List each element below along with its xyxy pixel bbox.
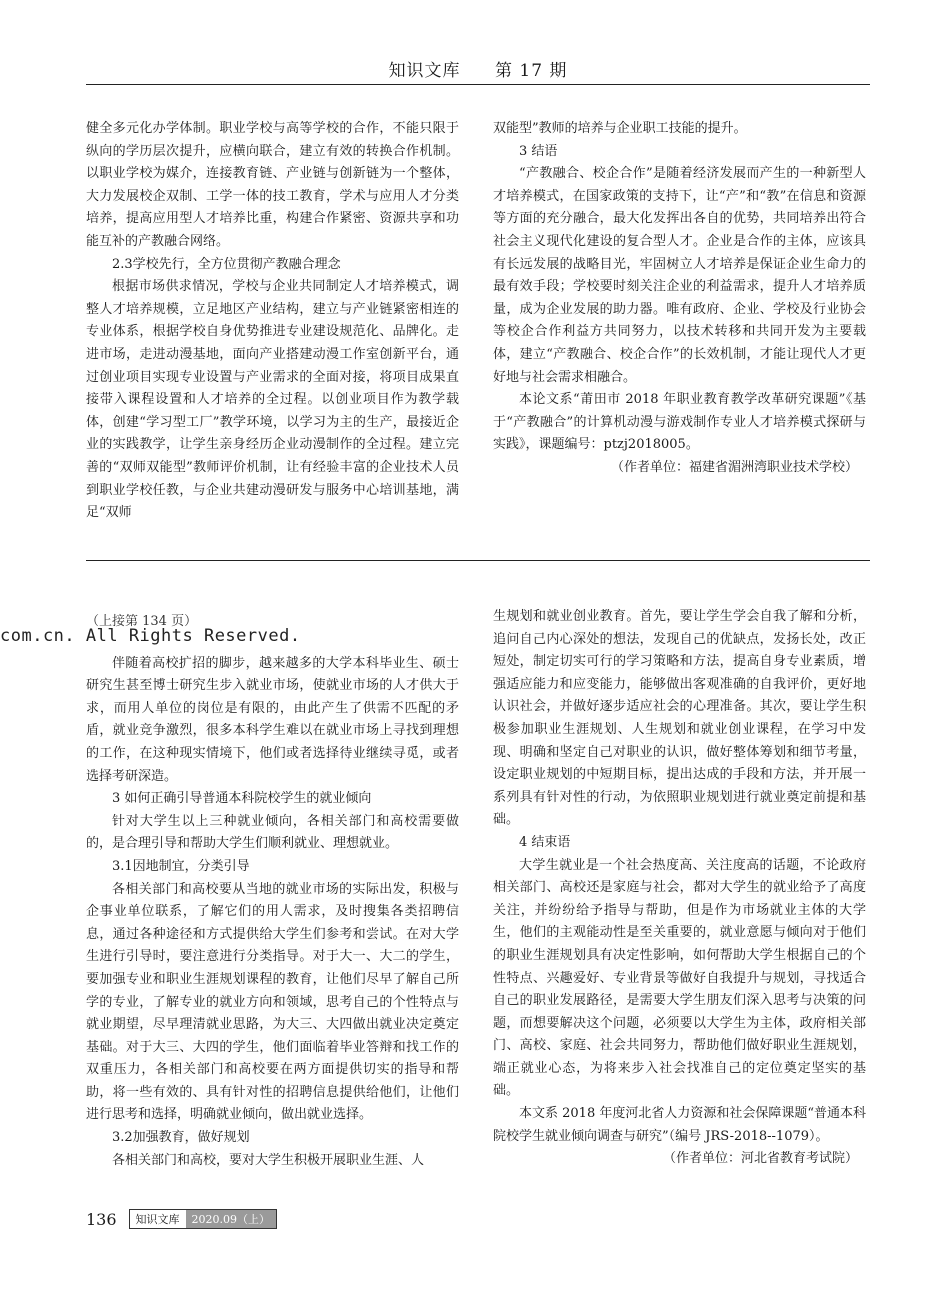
bottom-right-column (493, 606, 866, 1171)
paragraph: 伴随着高校扩招的脚步，越来越多的大学本科毕业生、硕士研究生甚至博士研究生步入就业市场，使就业市场的人才供大于求，而用人单位的岗位是有限的，由此产生了供需不匹配的矛盾，就业竞争激烈，很多本科学生难以在就业市场上寻找到理想的工作，在这种现实情境下，他们或者选择待业继续寻觅，或者选择考研深造。 (86, 655, 459, 784)
paragraph: 大学生就业是一个社会热度高、关注度高的话题，不论政府相关部门、高校还是家庭与社会，都对大学生的就业给予了高度关注，并纷纷给予指导与帮助，但是作为市场就业主体的大学生，他们的主观能动性是至关重要的，就业意愿与倾向对于他们的职业生涯规划具有决定性影响，如何帮助大学生根据自己的个性特点、兴趣爱好、专业背景等做好自我提升与规划，寻找适合自己的职业发展路径，是需要大学生朋友们深入思考与决策的问题，而想要解决这个问题，必须要以大学生为主体，政府相关部门、高校、家庭、社会共同努力，帮助他们做好职业生涯规划，端正就业心态，为将来步入社会找准自己的定位奠定坚实的基础。 (493, 857, 866, 1099)
author-affiliation: （作者单位：河北省教育考试院） (662, 1151, 858, 1167)
section-heading: 3 如何正确引导普通本科院校学生的就业倾向 (112, 791, 372, 807)
paragraph: 各相关部门和高校，要对大学生积极开展职业生涯、人 (112, 1152, 425, 1168)
page-number: 136 (86, 1209, 117, 1229)
section-heading: 2.3学校先行，全方位贯彻产教融合理念 (112, 256, 341, 272)
paragraph: 根据市场供求情况，学校与企业共同制定人才培养模式，调整人才培养规模，立足地区产业结构，建立与产业链紧密相连的专业体系，根据学校自身优势推进专业建设规范化、品牌化。走进市场，走进动漫基地，面向产业搭建动漫工作室创新平台，通过创业项目实现专业设置与产业需求的全面对接，将项目成果直接带入课程设置和人才培养的全过程。以创业项目作为教学载体，创建“学习型工厂”教学环境，以学习为主的生产，最接近企业的实践教学，让学生亲身经历企业动漫制作的全过程。建立完善的“双师双能型”教师评价机制，让有经验丰富的企业技术人员到职业学校任教，与企业共建动漫研发与服务中心培训基地，满足“双师 (86, 279, 459, 521)
article-divider (86, 560, 870, 561)
author-affiliation: （作者单位：福建省湄洲湾职业技术学校） (610, 459, 858, 475)
section-heading: 4 结束语 (519, 834, 571, 850)
watermark-text: com.cn. All Rights Reserved. (0, 626, 301, 646)
journal-name: 知识文库 (388, 61, 461, 81)
section-heading: 3.2加强教育，做好规划 (112, 1130, 250, 1146)
footer-date: 2020.09（上） (186, 1210, 277, 1228)
section-heading: 3.1因地制宜，分类引导 (112, 858, 250, 874)
page-footer (86, 1205, 277, 1233)
funding-note: 本论文系“莆田市 2018 年职业教育教学改革研究课题”《基于“产教融合”的计算机动漫与游戏制作专业人才培养模式探研与实践》，课题编号：ptzj2018005。 (493, 392, 866, 453)
issue-number: 第 17 期 (494, 61, 568, 81)
page-header (86, 56, 870, 82)
paragraph: 各相关部门和高校要从当地的就业市场的实际出发，积极与企事业单位联系，了解它们的用人需求，及时搜集各类招聘信息，通过各种途径和方式提供给大学生们参考和尝试。在对大学生进行引导时，要注意进行分类指导。对于大一、大二的学生，要加强专业和职业生涯规划课程的教育，让他们尽早了解自己所学的专业，了解专业的就业方向和领域，思考自己的个性特点与就业期望，尽早理清就业思路，为大三、大四做出就业决定奠定基础。对于大三、大四的学生，他们面临着毕业答辩和找工作的双重压力，各相关部门和高校要在两方面提供切实的指导和帮助，将一些有效的、具有针对性的招聘信息提供给他们，让他们进行思考和选择，明确就业倾向，做出就业选择。 (86, 881, 459, 1123)
header-rule (86, 84, 870, 85)
continued-note: （上接第 134 页） (86, 614, 198, 629)
footer-tag (129, 1209, 278, 1229)
top-left-column (86, 118, 459, 525)
footer-journal: 知识文库 (130, 1210, 186, 1228)
paragraph: 针对大学生以上三种就业倾向，各相关部门和高校需要做的，是合理引导和帮助大学生们顺利就业、理想就业。 (86, 813, 459, 852)
paragraph: 双能型”教师的培养与企业职工技能的提升。 (493, 121, 747, 136)
paragraph: “产教融合、校企合作”是随着经济发展而产生的一种新型人才培养模式，在国家政策的支持下，让“产”和“教”在信息和资源等方面的充分融合，最大化发挥出各自的优势，共同培养出符合社会主义现代化建设的复合型人才。企业是合作的主体，应该具有长远发展的战略目光，牢固树立人才培养是保证企业生命力的最有效手段；学校要时刻关注企业的利益需求，提升人才培养质量，成为企业发展的助力器。唯有政府、企业、学校及行业协会等校企合作利益方共同努力，以技术转移和共同开发为主要载体，建立“产教融合、校企合作”的长效机制，才能让现代人才更好地与社会需求相融合。 (493, 166, 866, 385)
paragraph: 健全多元化办学体制。职业学校与高等学校的合作，不能只限于纵向的学历层次提升，应横向联合，建立有效的转换合作机制。以职业学校为媒介，连接教育链、产业链与创新链为一个整体，大力发展校企双制、工学一体的技工教育，学术与应用人才分类培养，提高应用型人才培养比重，构建合作紧密、资源共享和功能互补的产教融合网络。 (86, 121, 459, 249)
funding-note: 本文系 2018 年度河北省人力资源和社会保障课题“普通本科院校学生就业倾向调查与研究”（编号 JRS-2018--1079）。 (493, 1106, 866, 1144)
paragraph: 生规划和就业创业教育。首先，要让学生学会自我了解和分析，追问自己内心深处的想法，发现自己的优缺点，发扬长处，改正短处，制定切实可行的学习策略和方法，提高自身专业素质，增强适应能力和应变能力，能够做出客观准确的自我评价，更好地认识社会，并做好逐步适应社会的心理准备。其次，要让学生积极参加职业生涯规划、人生规划和就业创业课程，在学习中发现、明确和坚定自己对职业的认识，做好整体筹划和细节考量，设定职业规划的中短期目标，提出达成的手段和方法，并开展一系列具有针对性的行动，为依照职业规划进行就业奠定前提和基础。 (493, 609, 866, 828)
bottom-left-column (86, 630, 459, 1172)
top-right-column (493, 118, 866, 480)
section-heading: 3 结语 (519, 143, 558, 159)
